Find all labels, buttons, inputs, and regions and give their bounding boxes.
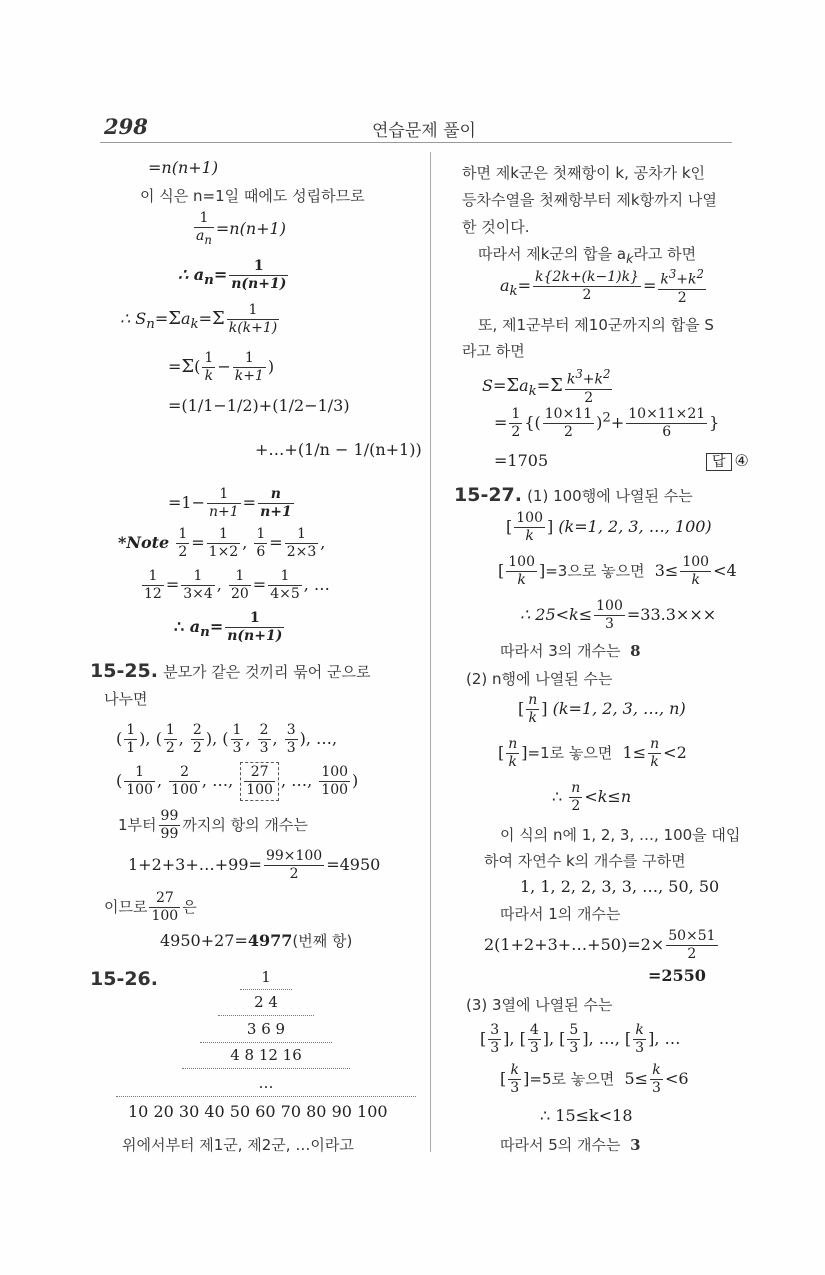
equation-line: [ $\frac{100}{k}$ ]=3으로 놓으면 3≤ $\frac{100}{k}$ <4: [498, 554, 737, 588]
equation-line: =2550: [648, 966, 706, 985]
equation-line: ∴ $a_n=$ $\frac{1}{n(n+1)}$: [174, 610, 283, 644]
text-line: 이 식은 n=1일 때에도 성립하므로: [140, 187, 365, 205]
text-line: 따라서 1의 개수는: [500, 905, 621, 923]
triangle-row: 3 6 9: [246, 1020, 286, 1038]
triangle-row: 2 4: [254, 993, 278, 1011]
equation-line: ∴ $S_n=\Sigma a_k=\Sigma$ $\frac{1}{k(k+1)}$: [120, 302, 278, 336]
equation-line: ∴ 25<k≤ $\frac{100}{3}$ =33.3×××: [520, 598, 717, 632]
equation-line: $\frac{1}{a_n}$ =n(n+1): [196, 210, 286, 247]
triangle-row: 4 8 12 16: [230, 1046, 302, 1064]
equation-line: 4950+27=4977(번째 항): [160, 931, 353, 950]
equation-line: [ $\frac{100}{k}$ ] (k=1, 2, 3, …, 100): [506, 510, 712, 544]
text-line: 또, 제1군부터 제10군까지의 합을 S: [478, 316, 714, 334]
text-line: 위에서부터 제1군, 제2군, …이라고: [122, 1136, 354, 1154]
equation-line: =Σ( $\frac{1}{k}$ − $\frac{1}{k+1}$ ): [168, 350, 275, 384]
group-list: ( $\frac{1}{1}$ ), ( $\frac{1}{2}$ , $\frac{2}{2}$ ), ( $\frac{1}{3}$ , $\frac{2}{3}$ , $\frac{3}{3}$ ), …,: [116, 722, 338, 756]
group-list: ( $\frac{1}{100}$ , $\frac{2}{100}$ , …, $\frac{27}{100}$ , …, $\frac{100}{100}$ ): [116, 762, 358, 801]
text-line: 나누면: [104, 690, 148, 708]
equation-line: [ $\frac{3}{3}$ ], [ $\frac{4}{3}$ ], [ $\frac{5}{3}$ ], …, [ $\frac{k}{3}$ ], …: [480, 1022, 681, 1056]
text-line: (3) 3열에 나열된 수는: [466, 996, 613, 1014]
equation-line: =(1/1−1/2)+(1/2−1/3): [168, 396, 350, 415]
text-line: 하여 자연수 k의 개수를 구하면: [484, 852, 686, 870]
equation-line: $a_k=$ $\frac{k\{2k+(k-1)k\}}{2}$ = $\frac{k^3+k^2}{2}$: [500, 267, 704, 306]
equation-line: =1705: [494, 451, 549, 470]
equation-line: [ $\frac{n}{k}$ ]=1로 놓으면 1≤ $\frac{n}{k}$ <2: [498, 736, 687, 770]
text-line: 하면 제k군은 첫째항이 k, 공차가 k인: [462, 164, 706, 182]
note-line: *Note $\frac{1}{2}$ = $\frac{1}{1\times 2}$ , $\frac{1}{6}$ = $\frac{1}{2\times 3}$ ,: [118, 526, 326, 560]
row-separator: [200, 1042, 332, 1043]
equation-line: [ $\frac{n}{k}$ ] (k=1, 2, 3, …, n): [518, 692, 686, 726]
problem-number: 15-27.: [454, 484, 522, 506]
text-line: 한 것이다.: [462, 218, 530, 236]
answer-label: 답: [706, 453, 732, 471]
page-title: 연습문제 풀이: [372, 121, 476, 141]
answer: 답 ④: [706, 451, 749, 471]
triangle-last-row: 10 20 30 40 50 60 70 80 90 100: [128, 1102, 388, 1121]
text-line: 1부터 $\frac{99}{99}$ 까지의 항의 개수는: [118, 808, 308, 842]
text-line: (2) n행에 나열된 수는: [466, 670, 613, 688]
problem-15-27: 15-27. (1) 100행에 나열된 수는: [454, 484, 693, 506]
text-line: 따라서 제k군의 합을 $a_k$라고 하면: [478, 245, 697, 266]
equation-line: 1+2+3+…+99= $\frac{99\times 100}{2}$ =4950: [128, 848, 381, 882]
triangle-row: …: [258, 1074, 274, 1092]
equation-line: 1, 1, 2, 2, 3, 3, …, 50, 50: [520, 877, 720, 896]
row-separator: [240, 989, 292, 990]
page-number: 298: [104, 114, 148, 139]
equation-line: ∴ $a_n=$ $\frac{1}{n(n+1)}$: [178, 258, 287, 292]
header-rule: [100, 142, 732, 143]
equation-line: =n(n+1): [148, 158, 219, 177]
equation-line: ∴ 15≤k<18: [540, 1106, 633, 1125]
problem-15-25: 15-25. 분모가 같은 것끼리 묶어 군으로: [90, 660, 371, 682]
problem-number: 15-26.: [90, 968, 158, 990]
text-line: 따라서 3의 개수는 8: [500, 642, 641, 660]
equation-line: ∴ $\frac{n}{2}$ <k≤n: [552, 780, 632, 814]
problem-number: 15-25.: [90, 660, 158, 682]
equation-line: =1− $\frac{1}{n+1}$ = $\frac{n}{n+1}$: [168, 486, 292, 520]
text-line: 이므로 $\frac{27}{100}$ 은: [104, 890, 197, 924]
text-line: 라고 하면: [462, 342, 525, 360]
equation-line: $S=\Sigma a_k=\Sigma$ $\frac{k^3+k^2}{2}$: [482, 367, 611, 406]
row-separator: [218, 1015, 314, 1016]
row-separator: [182, 1068, 350, 1069]
text-line: 따라서 5의 개수는 3: [500, 1136, 641, 1154]
note-line: $\frac{1}{12}$ = $\frac{1}{3\times 4}$ , $\frac{1}{20}$ = $\frac{1}{4\times 5}$ , …: [144, 568, 330, 602]
text-line: 등차수열을 첫째항부터 제k항까지 나열: [462, 191, 717, 209]
equation-line: +…+(1/n − 1/(n+1)): [255, 440, 422, 459]
triangle-row: 1: [261, 968, 271, 986]
column-divider: [430, 152, 431, 1152]
text-line: 이 식의 n에 1, 2, 3, …, 100을 대입: [500, 826, 741, 844]
row-separator: [116, 1096, 416, 1097]
equation-line: = $\frac{1}{2}$ {( $\frac{10\times 11}{2}$ )$^2$+ $\frac{10\times 11\times 21}{6}$ }: [494, 406, 720, 440]
equation-line: 2(1+2+3+…+50)=2× $\frac{50\times 51}{2}$: [484, 928, 716, 962]
equation-line: [ $\frac{k}{3}$ ]=5로 놓으면 5≤ $\frac{k}{3}$ <6: [500, 1062, 689, 1096]
